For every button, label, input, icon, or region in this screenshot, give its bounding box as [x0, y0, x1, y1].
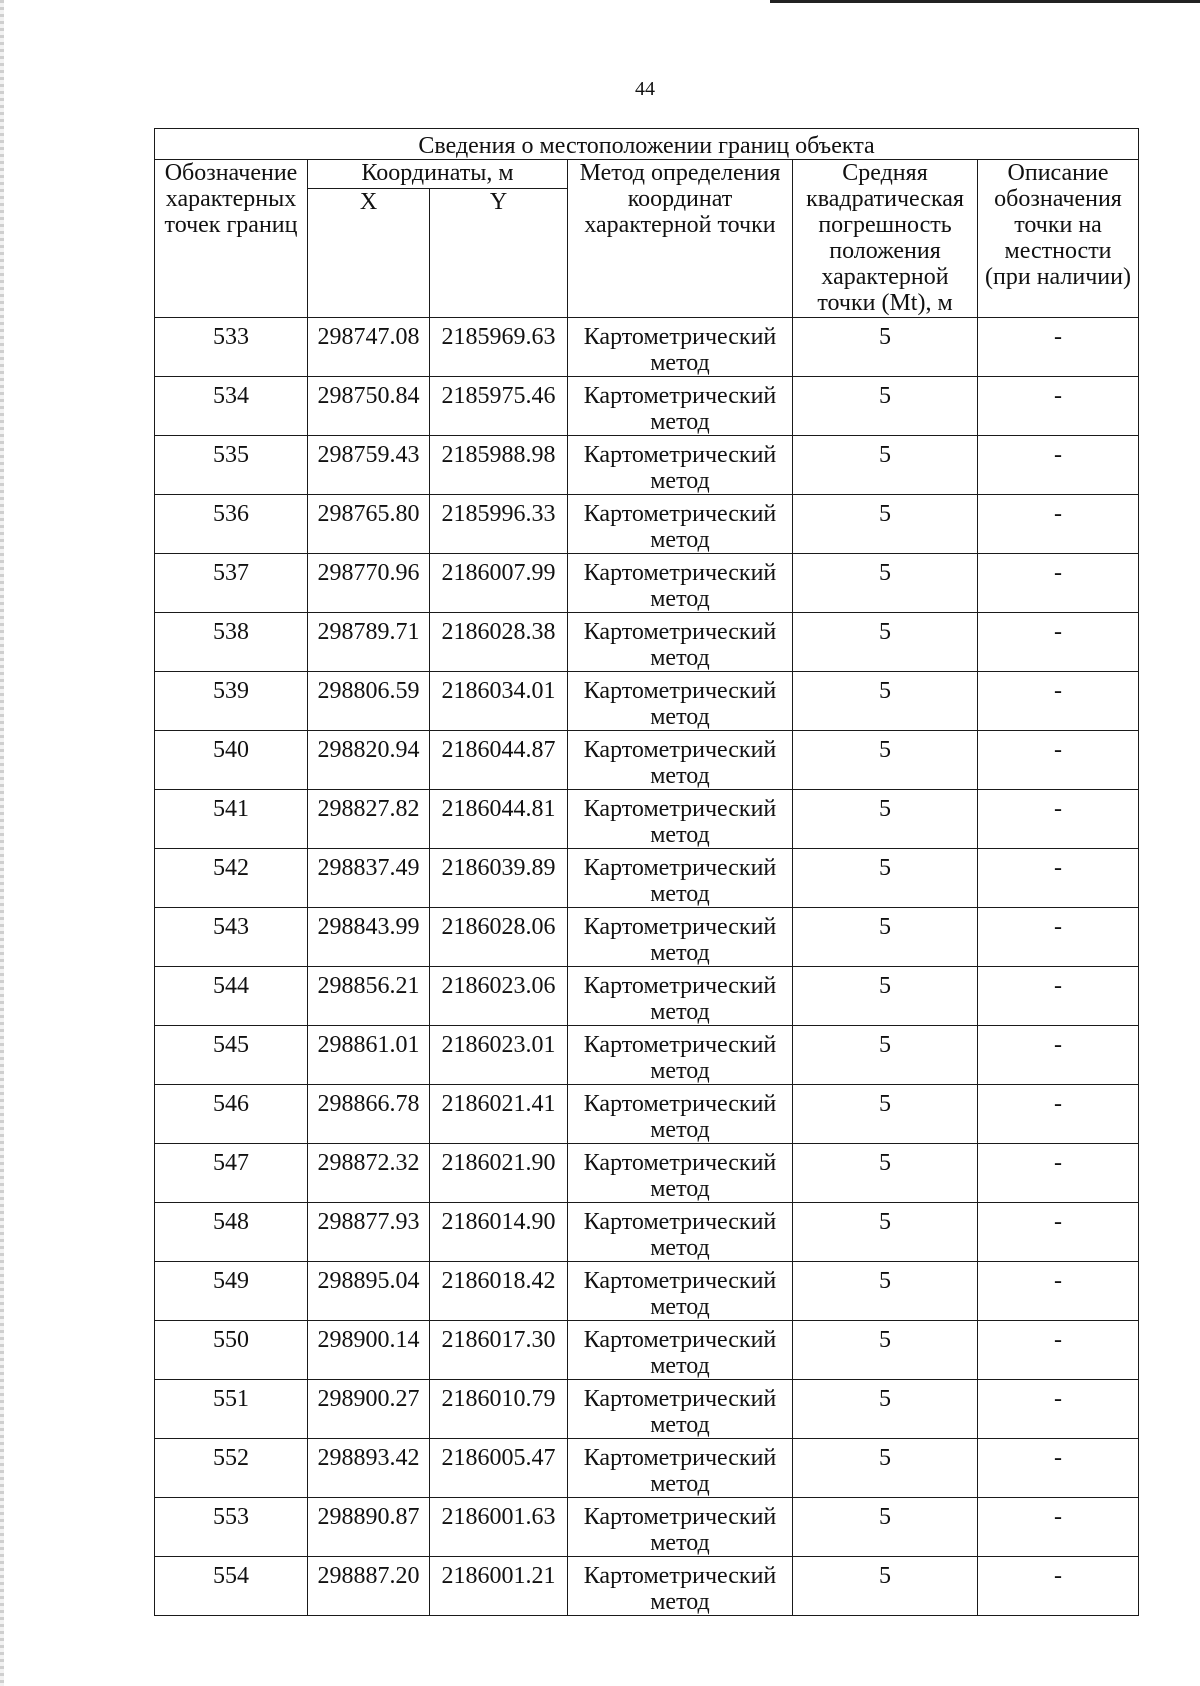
cell-x: 298887.20	[308, 1557, 430, 1616]
cell-method: Картометрический метод	[568, 1439, 793, 1498]
cell-error: 5	[793, 1026, 978, 1085]
table-body	[155, 318, 1139, 1616]
cell-point: 534	[155, 377, 308, 436]
cell-y: 2186023.06	[430, 967, 568, 1026]
cell-point: 550	[155, 1321, 308, 1380]
table-row	[155, 1498, 1139, 1557]
cell-x: 298750.84	[308, 377, 430, 436]
header-coordinates: Координаты, м	[308, 160, 568, 189]
cell-method: Картометрический метод	[568, 1262, 793, 1321]
cell-error: 5	[793, 1498, 978, 1557]
table-row	[155, 672, 1139, 731]
cell-point: 542	[155, 849, 308, 908]
table-row	[155, 436, 1139, 495]
cell-x: 298789.71	[308, 613, 430, 672]
cell-point: 537	[155, 554, 308, 613]
table-row	[155, 849, 1139, 908]
cell-point: 554	[155, 1557, 308, 1616]
cell-y: 2186028.38	[430, 613, 568, 672]
cell-error: 5	[793, 1085, 978, 1144]
cell-y: 2186044.81	[430, 790, 568, 849]
cell-method: Картометрический метод	[568, 1557, 793, 1616]
header-error: Средняя квадратическая погрешность положения характерной точки (Mt), м	[793, 160, 978, 318]
cell-description: -	[978, 731, 1139, 790]
table-row	[155, 1321, 1139, 1380]
table-row	[155, 1085, 1139, 1144]
cell-x: 298895.04	[308, 1262, 430, 1321]
cell-x: 298872.32	[308, 1144, 430, 1203]
cell-method: Картометрический метод	[568, 731, 793, 790]
cell-method: Картометрический метод	[568, 318, 793, 377]
cell-point: 549	[155, 1262, 308, 1321]
table-row	[155, 1439, 1139, 1498]
cell-x: 298820.94	[308, 731, 430, 790]
header-method: Метод определения координат характерной точки	[568, 160, 793, 318]
cell-error: 5	[793, 1439, 978, 1498]
cell-y: 2186014.90	[430, 1203, 568, 1262]
header-description: Описание обозначения точки на местности (при наличии)	[978, 160, 1139, 318]
cell-method: Картометрический метод	[568, 1085, 793, 1144]
cell-y: 2186034.01	[430, 672, 568, 731]
cell-description: -	[978, 436, 1139, 495]
cell-y: 2186039.89	[430, 849, 568, 908]
cell-x: 298893.42	[308, 1439, 430, 1498]
cell-error: 5	[793, 908, 978, 967]
table-row	[155, 1380, 1139, 1439]
cell-point: 546	[155, 1085, 308, 1144]
cell-description: -	[978, 1439, 1139, 1498]
cell-x: 298827.82	[308, 790, 430, 849]
cell-error: 5	[793, 1262, 978, 1321]
cell-error: 5	[793, 1321, 978, 1380]
cell-method: Картометрический метод	[568, 495, 793, 554]
cell-method: Картометрический метод	[568, 672, 793, 731]
cell-y: 2186001.21	[430, 1557, 568, 1616]
cell-error: 5	[793, 613, 978, 672]
header-x: X	[308, 189, 430, 318]
cell-y: 2186005.47	[430, 1439, 568, 1498]
cell-method: Картометрический метод	[568, 1203, 793, 1262]
cell-y: 2185996.33	[430, 495, 568, 554]
cell-point: 543	[155, 908, 308, 967]
cell-point: 552	[155, 1439, 308, 1498]
table-row	[155, 908, 1139, 967]
cell-error: 5	[793, 1203, 978, 1262]
cell-method: Картометрический метод	[568, 1498, 793, 1557]
cell-x: 298759.43	[308, 436, 430, 495]
table-row	[155, 1262, 1139, 1321]
cell-x: 298890.87	[308, 1498, 430, 1557]
cell-point: 533	[155, 318, 308, 377]
cell-point: 547	[155, 1144, 308, 1203]
cell-error: 5	[793, 672, 978, 731]
table-row	[155, 1144, 1139, 1203]
cell-description: -	[978, 1144, 1139, 1203]
cell-x: 298866.78	[308, 1085, 430, 1144]
cell-description: -	[978, 554, 1139, 613]
cell-description: -	[978, 849, 1139, 908]
header-point: Обозначение характерных точек границ	[155, 160, 308, 318]
cell-method: Картометрический метод	[568, 1026, 793, 1085]
cell-error: 5	[793, 731, 978, 790]
cell-point: 539	[155, 672, 308, 731]
cell-point: 540	[155, 731, 308, 790]
cell-point: 553	[155, 1498, 308, 1557]
cell-error: 5	[793, 1144, 978, 1203]
cell-description: -	[978, 1085, 1139, 1144]
page-number: 44	[635, 78, 655, 100]
cell-description: -	[978, 967, 1139, 1026]
cell-method: Картометрический метод	[568, 1321, 793, 1380]
cell-method: Картометрический метод	[568, 908, 793, 967]
boundary-points-table	[154, 128, 1139, 1616]
cell-description: -	[978, 1262, 1139, 1321]
cell-point: 535	[155, 436, 308, 495]
cell-error: 5	[793, 967, 978, 1026]
cell-x: 298900.27	[308, 1380, 430, 1439]
cell-method: Картометрический метод	[568, 967, 793, 1026]
cell-method: Картометрический метод	[568, 613, 793, 672]
cell-point: 538	[155, 613, 308, 672]
cell-x: 298877.93	[308, 1203, 430, 1262]
cell-description: -	[978, 613, 1139, 672]
cell-method: Картометрический метод	[568, 554, 793, 613]
cell-point: 545	[155, 1026, 308, 1085]
cell-method: Картометрический метод	[568, 790, 793, 849]
cell-error: 5	[793, 554, 978, 613]
cell-y: 2186018.42	[430, 1262, 568, 1321]
table-row	[155, 731, 1139, 790]
table-row	[155, 318, 1139, 377]
cell-point: 544	[155, 967, 308, 1026]
cell-y: 2186021.90	[430, 1144, 568, 1203]
cell-description: -	[978, 1380, 1139, 1439]
top-edge-line	[770, 0, 1200, 3]
cell-x: 298861.01	[308, 1026, 430, 1085]
cell-y: 2185988.98	[430, 436, 568, 495]
table-row	[155, 790, 1139, 849]
header-y: Y	[430, 189, 568, 318]
table-row	[155, 495, 1139, 554]
cell-description: -	[978, 1026, 1139, 1085]
cell-x: 298806.59	[308, 672, 430, 731]
cell-error: 5	[793, 1380, 978, 1439]
cell-point: 541	[155, 790, 308, 849]
cell-error: 5	[793, 1557, 978, 1616]
cell-method: Картометрический метод	[568, 1144, 793, 1203]
table-caption: Сведения о местоположении границ объекта	[155, 129, 1139, 160]
cell-y: 2186010.79	[430, 1380, 568, 1439]
cell-x: 298765.80	[308, 495, 430, 554]
cell-method: Картометрический метод	[568, 377, 793, 436]
cell-method: Картометрический метод	[568, 849, 793, 908]
cell-method: Картометрический метод	[568, 436, 793, 495]
cell-y: 2186007.99	[430, 554, 568, 613]
cell-description: -	[978, 1557, 1139, 1616]
cell-description: -	[978, 1498, 1139, 1557]
cell-description: -	[978, 1321, 1139, 1380]
cell-method: Картометрический метод	[568, 1380, 793, 1439]
cell-y: 2186023.01	[430, 1026, 568, 1085]
cell-y: 2186017.30	[430, 1321, 568, 1380]
cell-x: 298856.21	[308, 967, 430, 1026]
table-row	[155, 554, 1139, 613]
cell-error: 5	[793, 318, 978, 377]
cell-x: 298747.08	[308, 318, 430, 377]
cell-error: 5	[793, 849, 978, 908]
cell-y: 2186044.87	[430, 731, 568, 790]
cell-description: -	[978, 495, 1139, 554]
cell-x: 298843.99	[308, 908, 430, 967]
cell-description: -	[978, 790, 1139, 849]
cell-error: 5	[793, 790, 978, 849]
cell-description: -	[978, 908, 1139, 967]
cell-description: -	[978, 1203, 1139, 1262]
table-row	[155, 377, 1139, 436]
cell-y: 2185969.63	[430, 318, 568, 377]
cell-y: 2186028.06	[430, 908, 568, 967]
cell-description: -	[978, 672, 1139, 731]
table-row	[155, 1026, 1139, 1085]
cell-point: 536	[155, 495, 308, 554]
cell-y: 2186021.41	[430, 1085, 568, 1144]
cell-error: 5	[793, 495, 978, 554]
table-row	[155, 967, 1139, 1026]
table-row	[155, 1203, 1139, 1262]
cell-error: 5	[793, 377, 978, 436]
cell-x: 298837.49	[308, 849, 430, 908]
cell-x: 298770.96	[308, 554, 430, 613]
cell-description: -	[978, 377, 1139, 436]
scan-edge	[0, 0, 4, 1686]
cell-y: 2186001.63	[430, 1498, 568, 1557]
cell-point: 548	[155, 1203, 308, 1262]
cell-y: 2185975.46	[430, 377, 568, 436]
table-row	[155, 1557, 1139, 1616]
cell-x: 298900.14	[308, 1321, 430, 1380]
cell-point: 551	[155, 1380, 308, 1439]
cell-error: 5	[793, 436, 978, 495]
table-row	[155, 613, 1139, 672]
cell-description: -	[978, 318, 1139, 377]
